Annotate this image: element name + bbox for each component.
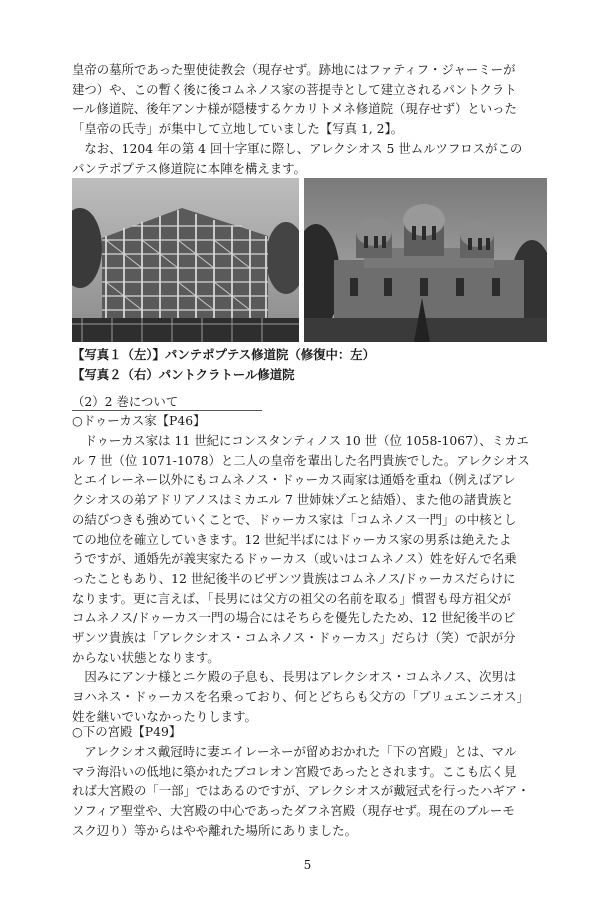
text-line: ール修道院、後年アンナ様が隠棲するケカリトメネ修道院（現存せず）といった [72, 101, 517, 117]
text-line: 姓を継いでいなかったりします。 [72, 708, 257, 724]
text-line: ての地位を確立していきます。12 世紀半ばにはドゥーカス家の男系は絶えたよ [72, 531, 512, 547]
scaffolding-image [72, 178, 299, 342]
text-line: ザンツ貴族は「アレクシオス・コムネノス・ドゥーカス」だらけ（笑）で訳が分 [72, 630, 516, 646]
text-line: ル 7 世（位 1071-1078）と二人の皇帝を輩出した名門貴族でした。アレクシオス [72, 452, 530, 468]
text-line: なります。更に言えば、「長男には父方の祖父の名前を取る」慣習も母方祖父が [72, 590, 511, 606]
text-line: 「皇帝の氏寺」が集中して立地していました【写真 1, 2】。 [72, 121, 404, 137]
photo-scaffolding [72, 178, 299, 342]
photo-monastery [304, 178, 547, 342]
text-line: の結びつきも強めていくことで、ドゥーカス家は「コムネノス一門」の中核とし [72, 511, 517, 527]
palace-paragraph [72, 742, 550, 841]
text-line: スク辺り）等からはやや離れた場所にありました。 [72, 822, 357, 838]
text-line: マラ海沿いの低地に築かれたブコレオン宮殿であったとされます。ここも広く見 [72, 763, 517, 779]
text-line: うですが、通婚先が義実家たるドゥーカス（或いはコムネノス）姓を好んで名乗 [72, 551, 517, 567]
text-line: アレクシオス戴冠時に妻エイレーネーが留めおかれた「下の宮殿」とは、マル [72, 744, 517, 759]
text-line: ったこともあり、12 世紀後半のビザンツ貴族はコムネノス/ドゥーカスだらけに [72, 570, 516, 586]
palace-heading: ○下の宮殿【P49】 [72, 724, 182, 739]
text-line: クシオスの弟アドリアノスはミカエル 7 世姉妹ゾエと結婚）、また他の諸貴族と [72, 492, 514, 508]
doukas-heading: ○ドゥーカス家【P46】 [72, 413, 206, 428]
text-line: れば大宮殿の「一部」ではあるのですが、アレクシオスが戴冠式を行ったハギア・ [72, 783, 530, 799]
text-line: なお、1204 年の第 4 回十字軍に際し、アレクシオス 5 世ムルツフロスがこの [72, 140, 523, 156]
page-number: 5 [303, 858, 312, 872]
text-line: コムネノス/ドゥーカス一門の場合にはそちらを優先したため、12 世紀後半のビ [72, 610, 516, 626]
text-line: 建つ）や、この暫く後に後コムネノス家の菩提寺として建立されるパントクラト [72, 81, 517, 97]
section-title: （2）2 巻について [72, 394, 179, 409]
caption-photo-2: 【写真２（右）パントクラトール修道院 [72, 366, 295, 382]
text-line: からない状態となります。 [72, 649, 220, 665]
text-line: ヨハネス・ドゥーカスを名乗っており、何とどちらも父方の「ブリュエンニオス」 [72, 689, 529, 705]
text-line: 因みにアンナ様とニケ殿の子息も、長男はアレクシオス・コムネノス、次男は [72, 669, 517, 685]
caption-photo-1: 【写真１（左）】パンテポプテス修道院（修復中：左） [72, 347, 376, 362]
text-line: パンテポプテス修道院に本陣を構えます。 [72, 160, 306, 176]
monastery-image [304, 178, 547, 342]
doukas-paragraph [72, 431, 550, 727]
text-line: とエイレーネー以外にもコムネノス・ドゥーカス両家は通婚を重ね（例えばアレ [72, 472, 516, 488]
text-line: ソフィア聖堂や、大宮殿の中心であったダフネ宮殿（現存せず。現在のブルーモ [72, 803, 515, 819]
photo-captions [72, 345, 375, 384]
text-line: ドゥーカス家は 11 世紀にコンスタンティノス 10 世（位 1058-1067）、ミカエ [72, 433, 529, 448]
text-line: 皇帝の墓所であった聖使徒教会（現存せず。跡地にはファティフ・ジャーミーが [72, 62, 516, 77]
intro-paragraph [72, 60, 550, 178]
